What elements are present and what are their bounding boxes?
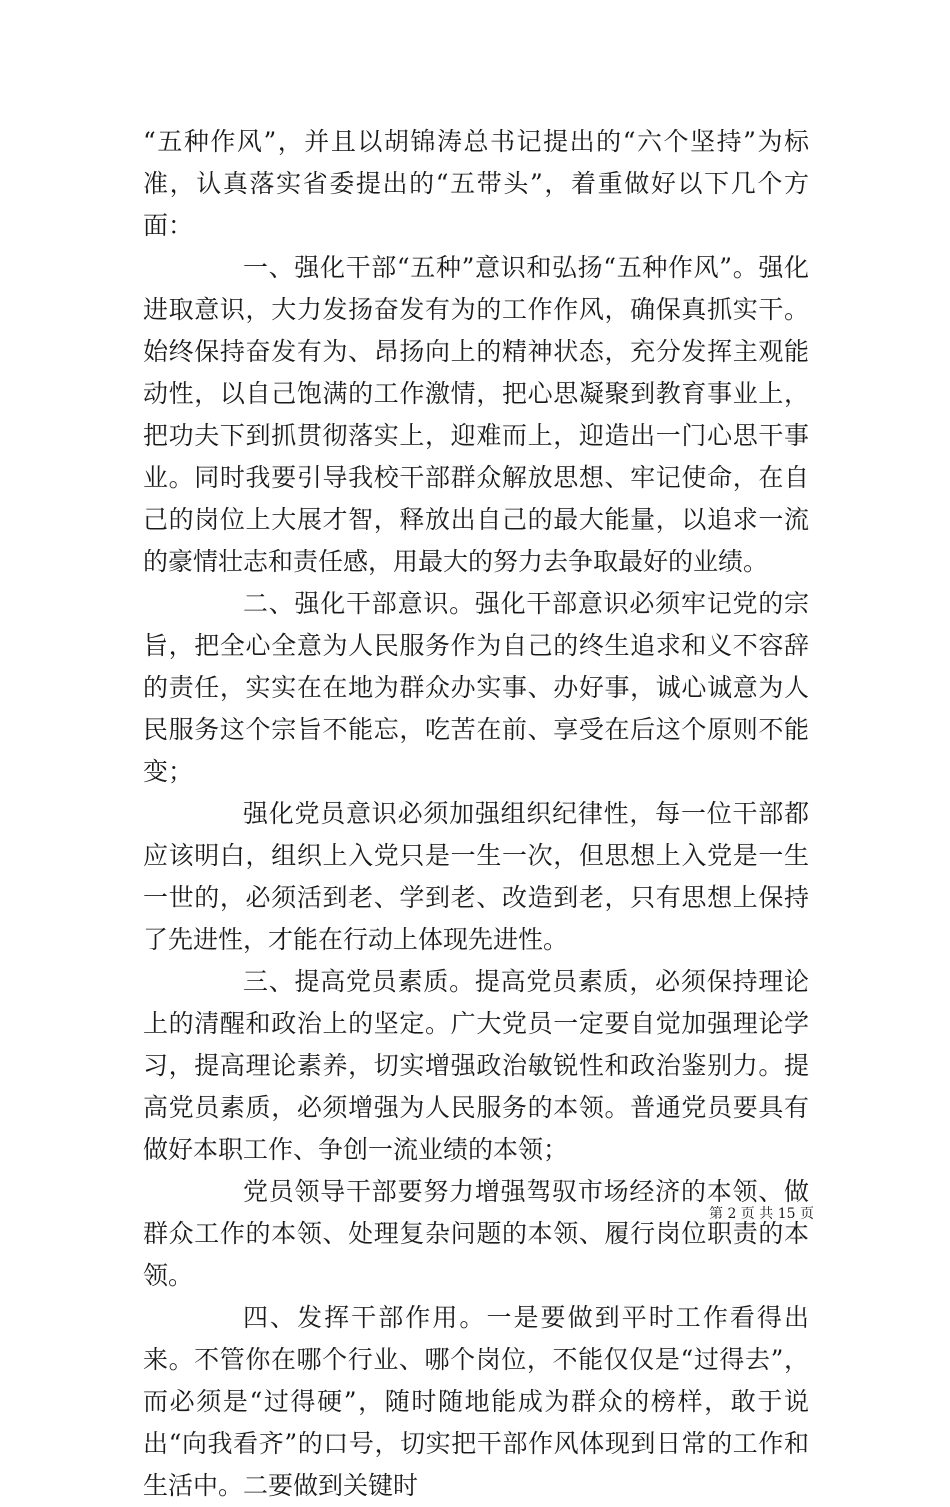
paragraph-2: 一、强化干部“五种”意识和弘扬“五种作风”。强化进取意识，大力发扬奋发有为的工作作风，确保真抓实干。始终保持奋发有为、昂扬向上的精神状态，充分发挥主观能动性，以自己饱满的工作激情，把心思凝聚到教育事业上，把功夫下到抓贯彻落实上，迎难而上，迎造出一门心思干事业。同时我要引导我校干部群众解放思想、牢记使命，在自己的岗位上大展才智，释放出自己的最大能量，以追求一流的豪情壮志和责任感，用最大的努力去争取最好的业绩。: [143, 253, 809, 576]
paragraph-7: 四、发挥干部作用。一是要做到平时工作看得出来。不管你在哪个行业、哪个岗位，不能仅仅是“过得去”，而必须是“过得硬”，随时随地能成为群众的榜样，敢于说出“向我看齐”的口号，切实把干部作风体现到日常的工作和生活中。二要做到关键时: [143, 1303, 809, 1500]
paragraph-4: 强化党员意识必须加强组织纪律性，每一位干部都应该明白，组织上入党只是一生一次，但思想上入党是一生一世的，必须活到老、学到老、改造到老，只有思想上保持了先进性，才能在行动上体现先进性。: [143, 799, 809, 954]
paragraph-5: 三、提高党员素质。提高党员素质，必须保持理论上的清醒和政治上的坚定。广大党员一定要自觉加强理论学习，提高理论素养，切实增强政治敏锐性和政治鉴别力。提高党员素质，必须增强为人民服务的本领。普通党员要具有做好本职工作、争创一流业绩的本领；: [143, 967, 809, 1164]
page-number-footer: 第 2 页 共 15 页: [709, 1206, 814, 1222]
body-text: [143, 121, 809, 1507]
paragraph-1: “五种作风”，并且以胡锦涛总书记提出的“六个坚持”为标准，认真落实省委提出的“五带头”，着重做好以下几个方面：: [143, 127, 809, 240]
paragraph-3: 二、强化干部意识。强化干部意识必须牢记党的宗旨，把全心全意为人民服务作为自己的终生追求和义不容辞的责任，实实在在地为群众办实事、办好事，诚心诚意为人民服务这个宗旨不能忘，吃苦在前、享受在后这个原则不能变；: [143, 589, 809, 786]
paragraph-6: 党员领导干部要努力增强驾驭市场经济的本领、做群众工作的本领、处理复杂问题的本领、履行岗位职责的本领。: [143, 1177, 809, 1290]
